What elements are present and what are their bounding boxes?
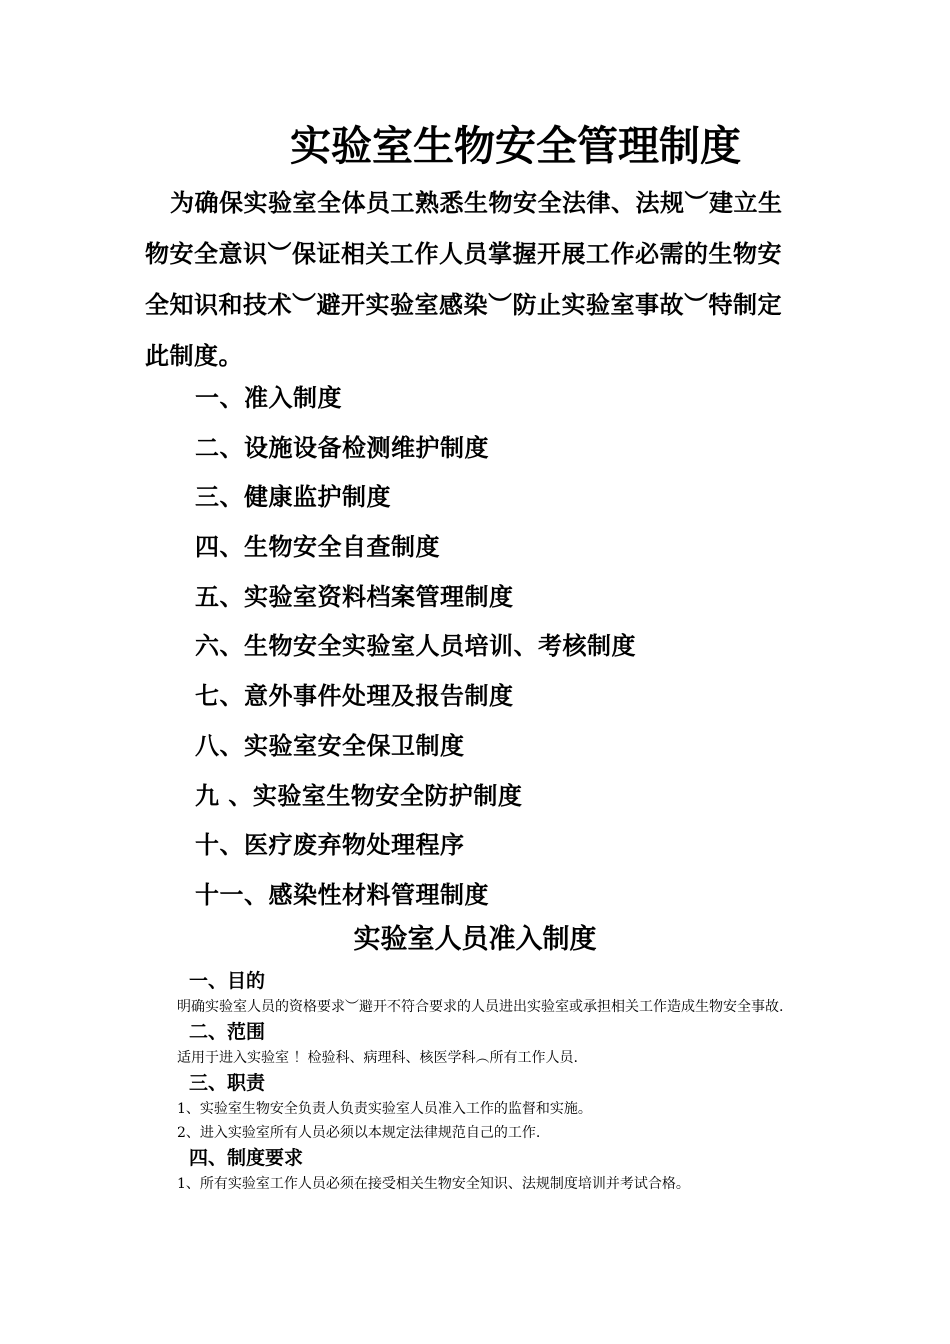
section-heading-purpose: 一、目的 (189, 970, 266, 992)
section-paragraph: 1、所有实验室工作人员必须在接受相关生物安全知识、法规制度培训并考试合格。 (177, 1176, 690, 1192)
section-title: 实验室人员准入制度 (353, 924, 597, 955)
section-paragraph: 2、进入实验室所有人员必须以本规定法律规范自己的工作. (177, 1125, 541, 1141)
section-paragraph: 明确实验室人员的资格要求︶避开不符合要求的人员进出实验室或承担相关工作造成生物安全事故. (177, 999, 784, 1015)
policy-list-item: 七、意外事件处理及报告制度 (195, 682, 514, 711)
policy-list-item: 一、准入制度 (195, 384, 342, 412)
policy-list-item: 六、生物安全实验室人员培训、考核制度 (195, 632, 636, 661)
section-heading-requirements: 四、制度要求 (189, 1147, 304, 1169)
policy-list (195, 374, 636, 921)
policy-list-item: 三、健康监护制度 (195, 483, 391, 512)
policy-list-item: 十一、感染性材料管理制度 (195, 880, 489, 909)
section-heading-responsibilities: 三、职责 (189, 1072, 266, 1094)
policy-list-item: 八、实验室安全保卫制度 (195, 731, 465, 760)
section-heading-scope: 二、范围 (189, 1021, 266, 1043)
section-paragraph: 1、实验室生物安全负责人负责实验室人员准入工作的监督和实施。 (177, 1101, 592, 1117)
policy-list-item: 二、设施设备检测维护制度 (195, 433, 489, 462)
policy-list-item: 九 、实验室生物安全防护制度 (195, 781, 523, 810)
document-title: 实验室生物安全管理制度 (290, 122, 741, 170)
section-paragraph: 适用于进入实验室 ！检验科、病理科、核医学科︵所有工作人员. (177, 1050, 578, 1066)
policy-list-item: 五、实验室资料档案管理制度 (195, 582, 514, 611)
policy-list-item: 十、医疗废弃物处理程序 (195, 831, 465, 860)
intro-paragraph: 为确保实验室全体员工熟悉生物安全法律、法规︶建立生物安全意识︶保证相关工作人员掌握开展工作必需的生物安全知识和技术︶避开实验室感染︶防止实验室事故︶特制定此制度。 (145, 189, 783, 370)
access-policy-sections (177, 968, 807, 1196)
policy-list-item: 四、生物安全自查制度 (195, 533, 440, 562)
